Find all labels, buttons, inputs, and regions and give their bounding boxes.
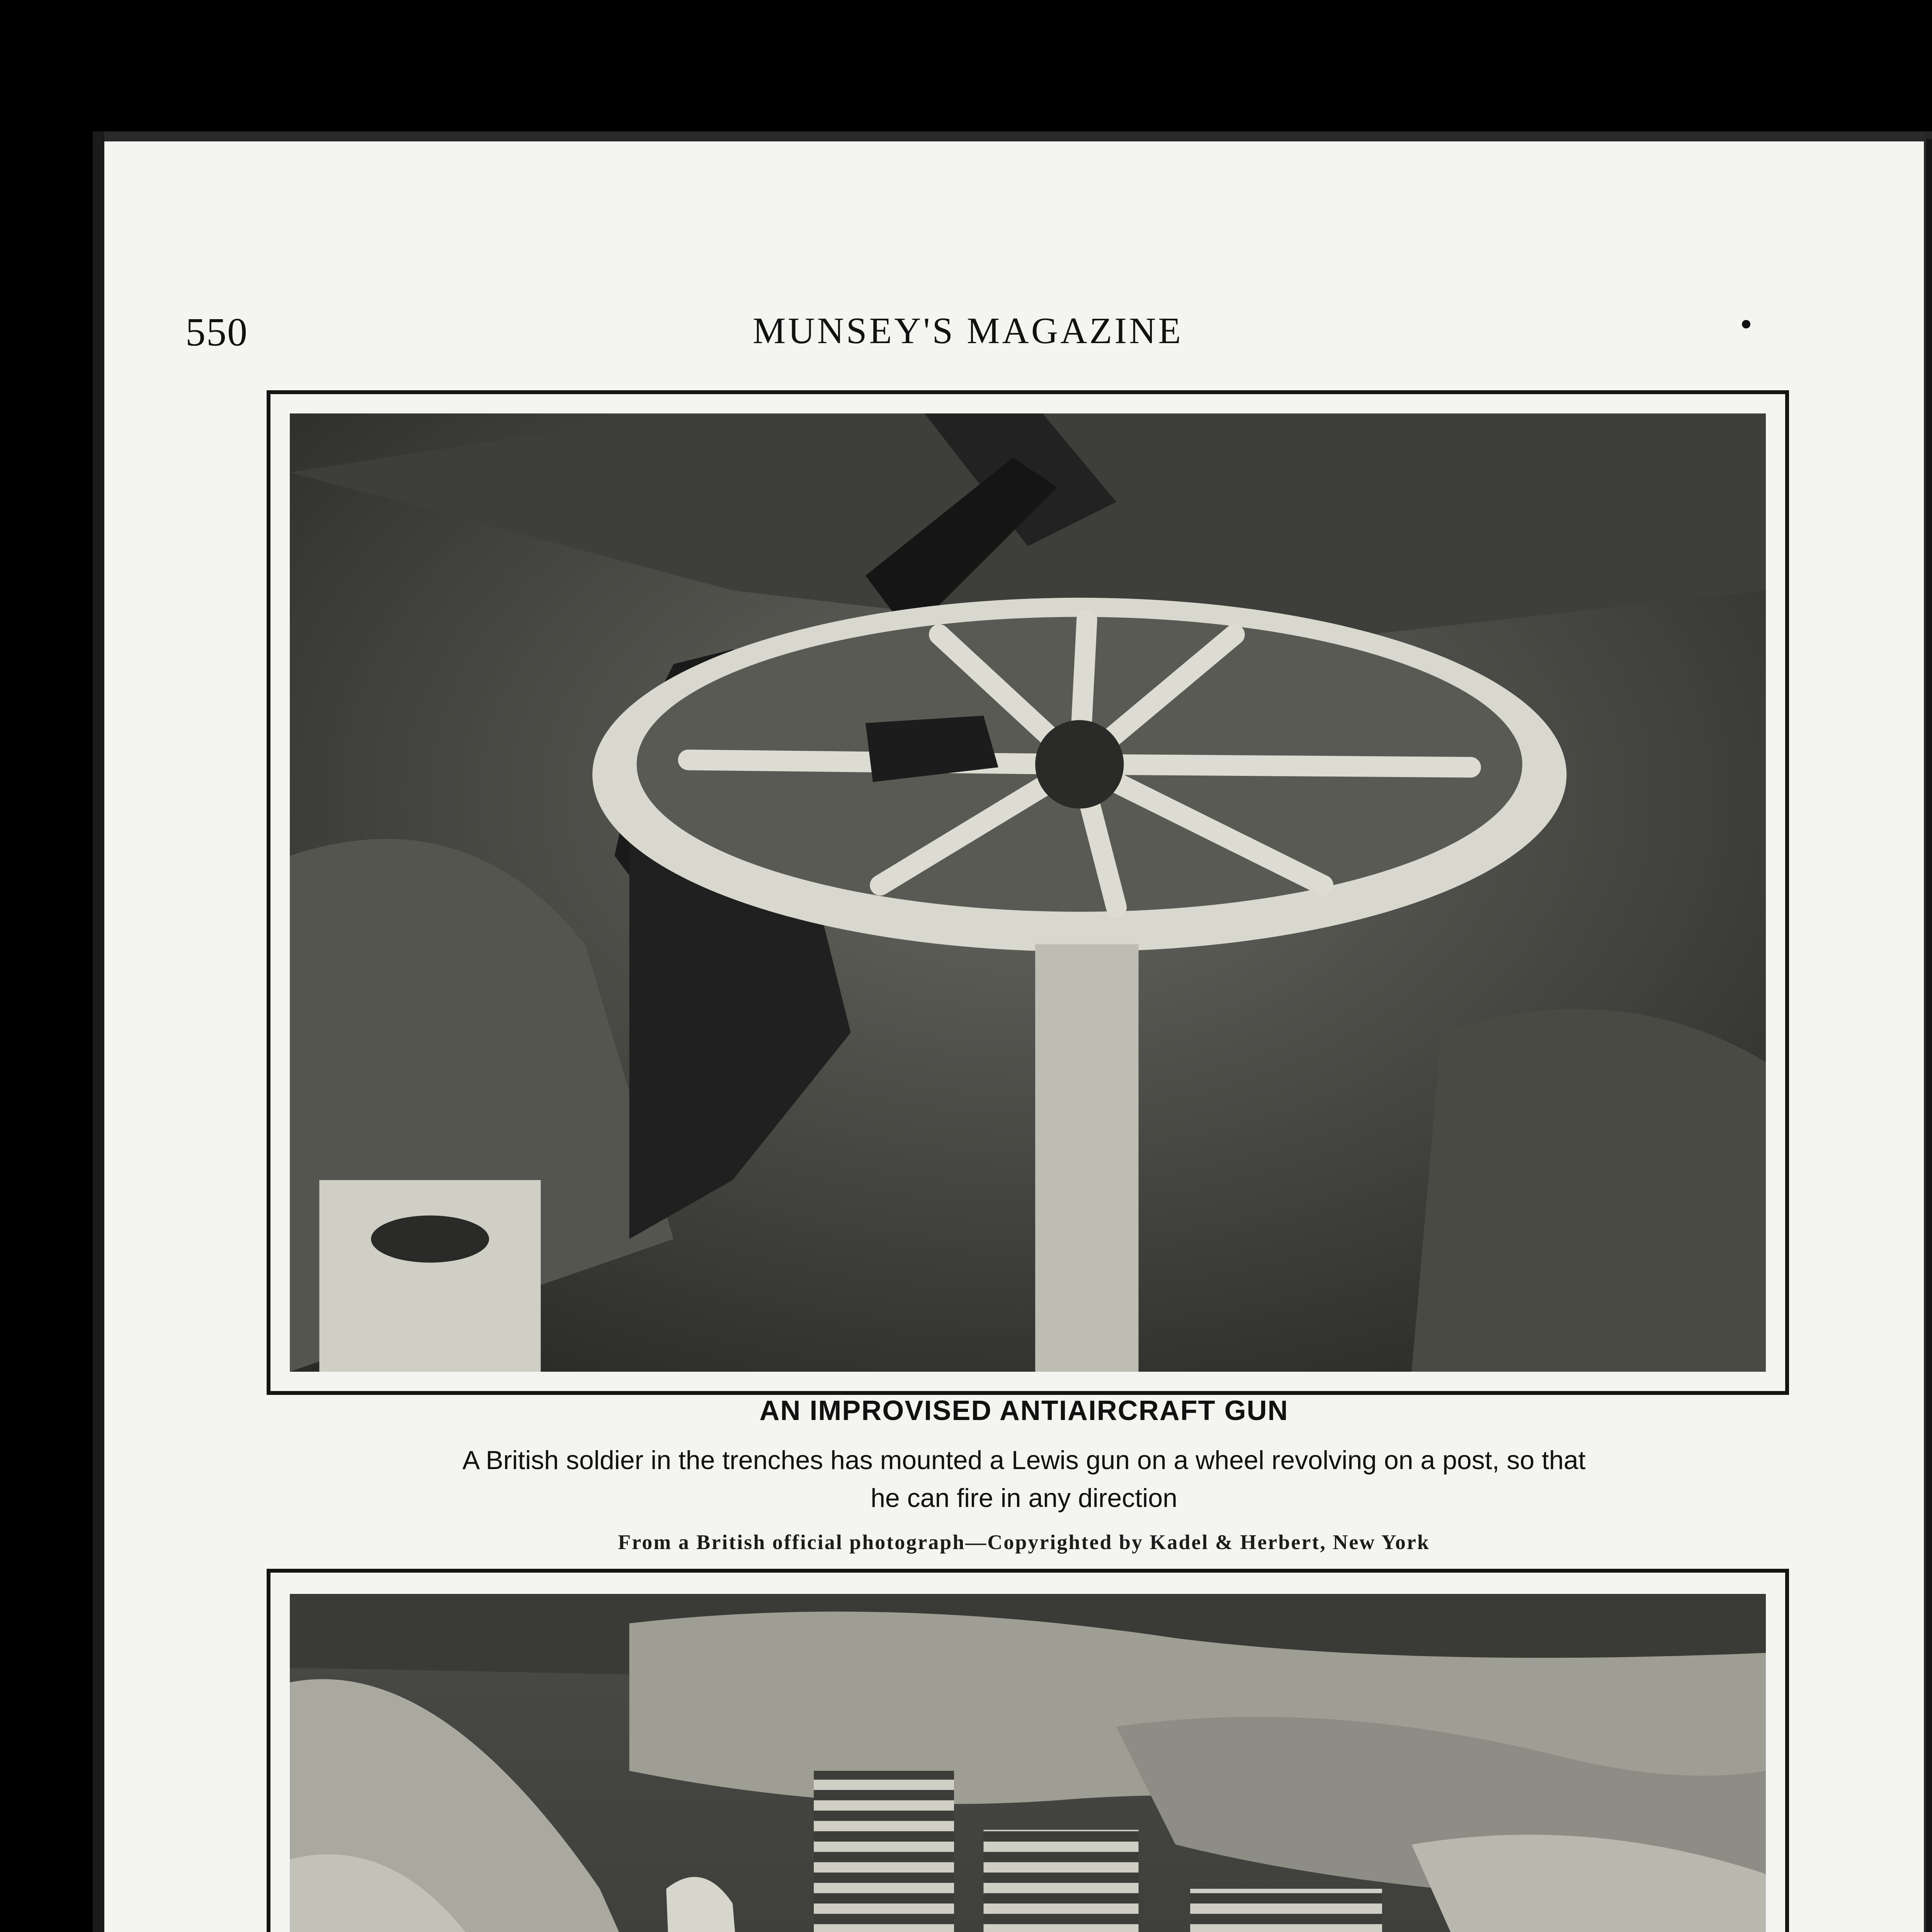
photo-frame-water-butts <box>267 1569 1789 1932</box>
photo-antiaircraft-gun <box>290 413 1766 1372</box>
running-head: MUNSEY'S MAGAZINE <box>753 310 1183 351</box>
photo-water-butts <box>290 1594 1766 1932</box>
page-gutter <box>1926 139 1932 1932</box>
page-number: 550 <box>185 310 248 354</box>
photo-frame-antiaircraft <box>267 390 1789 1395</box>
figure1-credit: From a British official photograph—Copyrighted by Kadel & Herbert, New York <box>618 1531 1430 1554</box>
header-dot <box>1742 320 1750 328</box>
figure1-caption-line1: A British soldier in the trenches has mounted a Lewis gun on a wheel revolving on a post, so that <box>462 1446 1586 1475</box>
figure1-title: AN IMPROVISED ANTIAIRCRAFT GUN <box>759 1395 1289 1426</box>
figure1-caption-line2: he can fire in any direction <box>871 1483 1177 1513</box>
page-header <box>185 309 1750 355</box>
